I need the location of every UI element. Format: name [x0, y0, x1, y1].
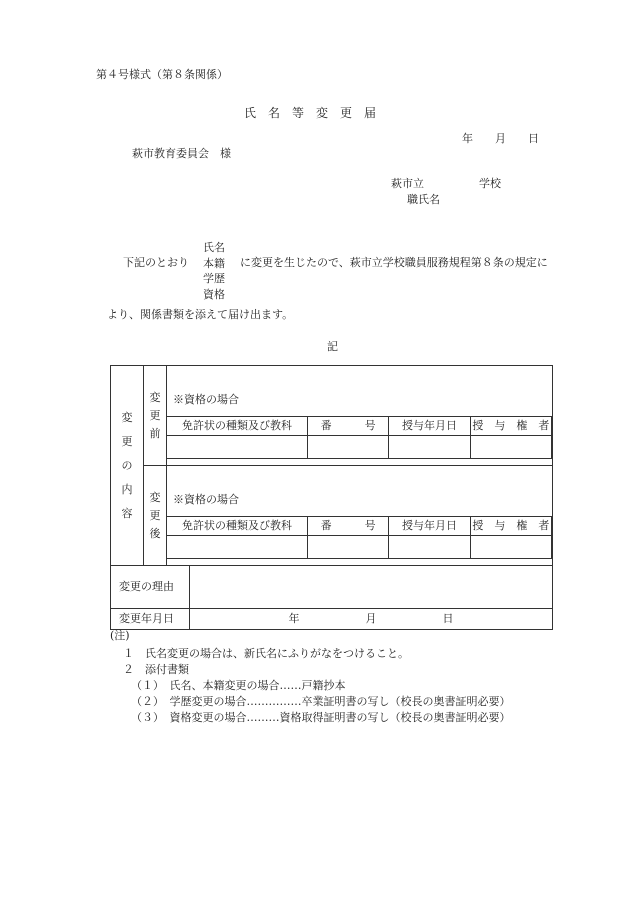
before-qualification-case: ※資格の場合 [173, 393, 239, 406]
col-grantor: 授 与 権 者 [470, 417, 551, 436]
note-item-2: ２ 添付書類 [123, 663, 189, 676]
note-sub-2: （２） 学歴変更の場合……………卒業証明書の写し（校長の奥書証明必要） [131, 695, 511, 708]
col-number: 番 号 [308, 517, 389, 536]
before-label: 変 更 前 [144, 366, 167, 466]
reason-label: 変更の理由 [111, 566, 190, 609]
school-line: 萩市立 学校 [391, 177, 501, 190]
date-field[interactable]: 年 月 日 [190, 609, 553, 630]
note-sub-1: （１） 氏名、本籍変更の場合……戸籍抄本 [131, 679, 346, 692]
body-lead: 下記のとおり [123, 256, 189, 269]
date-label: 変更年月日 [111, 609, 190, 630]
reason-field[interactable] [190, 566, 553, 609]
body-continuation: より、関係書類を添えて届け出ます。 [107, 308, 294, 321]
note-item-1: １ 氏名変更の場合は、新氏名にふりがなをつけること。 [123, 647, 409, 660]
item-qualification: 資格 [203, 287, 225, 301]
addressee: 萩市教育委員会 様 [132, 147, 231, 160]
col-license-type: 免許状の種類及び教科 [167, 517, 308, 536]
item-name: 氏名 [203, 241, 225, 254]
col-grant-date: 授与年月日 [389, 417, 470, 436]
change-content-label: 変 更 の 内 容 [111, 366, 144, 566]
after-qualification-table [167, 516, 552, 559]
change-form-table [110, 365, 553, 630]
after-grantor-cell[interactable] [470, 536, 551, 559]
ki-label: 記 [327, 340, 338, 353]
notes-heading: (注) [110, 629, 130, 642]
before-section [167, 366, 553, 466]
col-grantor: 授 与 権 者 [470, 517, 551, 536]
after-number-cell[interactable] [308, 536, 389, 559]
item-education: 学歴 [203, 272, 225, 285]
note-sub-3: （３） 資格変更の場合………資格取得証明書の写し（校長の奥書証明必要） [131, 711, 511, 724]
before-grant-date-cell[interactable] [389, 436, 470, 459]
col-license-type: 免許状の種類及び教科 [167, 417, 308, 436]
after-section [167, 466, 553, 566]
item-honseki: 本籍 [203, 256, 225, 270]
before-license-type-cell[interactable] [167, 436, 308, 459]
after-label: 変 更 後 [144, 466, 167, 566]
date-line: 年 月 日 [462, 132, 539, 145]
item-list [203, 240, 225, 302]
after-license-type-cell[interactable] [167, 536, 308, 559]
page-title: 氏 名 等 変 更 届 [244, 106, 377, 120]
before-qualification-table [167, 416, 552, 459]
col-number: 番 号 [308, 417, 389, 436]
after-qualification-case: ※資格の場合 [173, 493, 239, 506]
after-grant-date-cell[interactable] [389, 536, 470, 559]
form-number: 第４号様式（第８条関係） [96, 68, 228, 81]
body-middle: に変更を生じたので、萩市立学校職員服務規程第８条の規定に [240, 256, 548, 269]
before-grantor-cell[interactable] [470, 436, 551, 459]
col-grant-date: 授与年月日 [389, 517, 470, 536]
before-number-cell[interactable] [308, 436, 389, 459]
position-name: 職氏名 [407, 193, 440, 206]
